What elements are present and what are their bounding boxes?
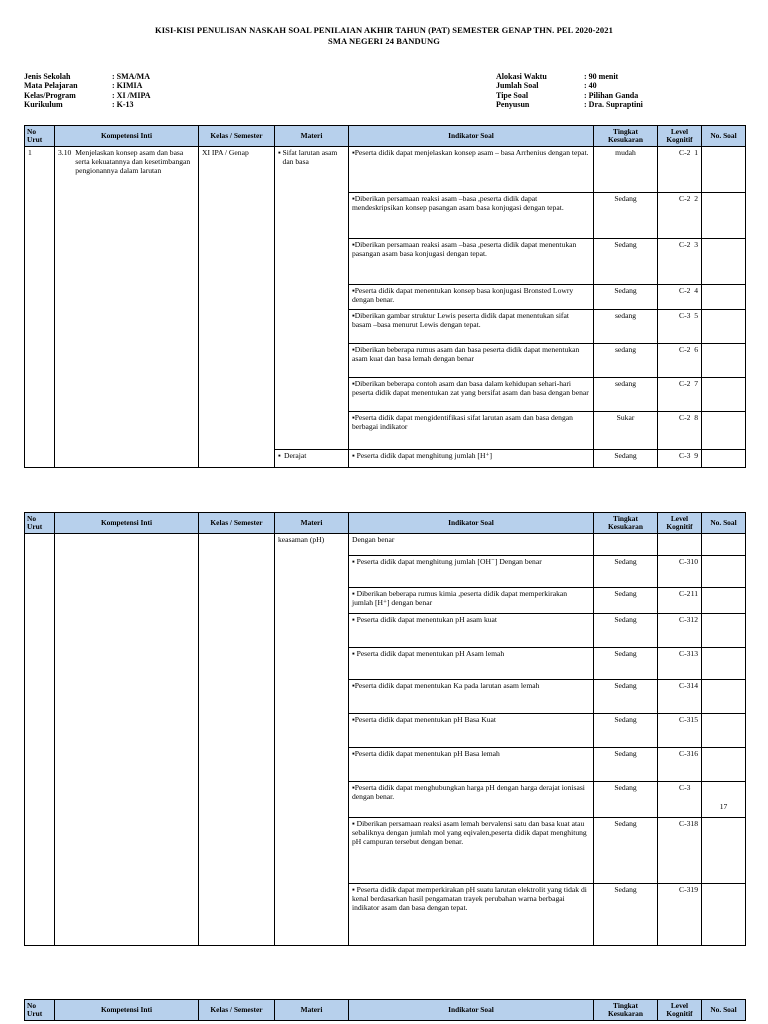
cell-indikator: ▪Peserta didik dapat menentukan Ka pada larutan asam lemah	[349, 680, 594, 714]
cell-indikator: ▪Peserta didik dapat menentukan pH Basa lemah	[349, 748, 594, 782]
cell-tingkat: Sedang	[594, 450, 658, 468]
level-text: C-2	[679, 589, 691, 598]
soal-number: 15	[690, 715, 698, 724]
cell-no-soal	[702, 412, 746, 450]
level-text: C-2	[679, 240, 691, 249]
header-indikator: Indikator Soal	[349, 513, 594, 534]
level-text: C-3	[679, 749, 691, 758]
meta-value: : Pilihan Ganda	[584, 90, 639, 100]
header-indikator: Indikator Soal	[349, 126, 594, 147]
header-tingkat: Tingkat Kesukaran	[594, 126, 658, 147]
header-no-soal: No. Soal	[702, 1000, 746, 1021]
cell-no-soal	[702, 680, 746, 714]
meta-label: Mata Pelajaran	[24, 81, 78, 91]
header-level: Level Kognitif	[658, 513, 702, 534]
soal-number: 2	[694, 194, 698, 203]
header-level: Level Kognitif	[658, 126, 702, 147]
table-header-row	[25, 126, 746, 147]
cell-level	[658, 748, 702, 782]
header-kompetensi-inti: Kompetensi Inti	[55, 513, 199, 534]
meta-value: : Dra. Supraptini	[584, 100, 643, 110]
cell-indikator: ▪Diberikan persamaan reaksi asam –basa ,peserta didik dapat mendeskripsikan konsep pasangan asam basa konjugasi dengan tepat.	[349, 193, 594, 239]
cell-level	[658, 614, 702, 648]
header-materi: Materi	[275, 126, 349, 147]
level-text: C-3	[679, 783, 691, 792]
level-text: C-2	[679, 413, 691, 422]
cell-tingkat	[594, 534, 658, 556]
header-materi: Materi	[275, 513, 349, 534]
cell-tingkat: Sedang	[594, 748, 658, 782]
cell-no-soal: 17	[702, 782, 746, 818]
materi-text: Sifat larutan asam dan basa	[282, 148, 338, 167]
header-no-soal: No. Soal	[702, 513, 746, 534]
header-kelas-semester: Kelas / Semester	[199, 513, 275, 534]
cell-no-soal	[702, 588, 746, 614]
cell-kompetensi	[55, 147, 199, 468]
meta-label: Tipe Soal	[496, 90, 529, 100]
soal-number: 16	[690, 749, 698, 758]
cell-level	[658, 310, 702, 344]
cell-no-soal	[702, 344, 746, 378]
level-text: C-3	[679, 557, 691, 566]
soal-number: 9	[694, 451, 698, 460]
cell-kelas: XI IPA / Genap	[199, 147, 275, 468]
table-row	[25, 147, 746, 193]
cell-no-soal	[702, 285, 746, 310]
cell-indikator: ▪Peserta didik dapat menentukan pH Basa Kuat	[349, 714, 594, 748]
materi-text: Derajat	[284, 451, 307, 460]
header-indikator: Indikator Soal	[349, 1000, 594, 1021]
kisi-table-1	[24, 125, 746, 468]
header-no-urut: No Urut	[25, 513, 55, 534]
cell-level	[658, 714, 702, 748]
cell-indikator: ▪ Diberikan persamaan reaksi asam lemah bervalensi satu dan basa kuat atau sebaliknya dengan jumlah mol yang eqivalen,peserta didik dapat menghitung pH campuran tersebut dengan benar.	[349, 818, 594, 884]
cell-tingkat: mudah	[594, 147, 658, 193]
header-kompetensi-inti: Kompetensi Inti	[55, 126, 199, 147]
table-header-row	[25, 1000, 746, 1021]
cell-tingkat: Sedang	[594, 680, 658, 714]
cell-no-soal	[702, 534, 746, 556]
cell-indikator: ▪ Peserta didik dapat menghitung jumlah [H⁺]	[349, 450, 594, 468]
table-header-row	[25, 513, 746, 534]
cell-no-urut: 1	[25, 147, 55, 468]
kisi-table-2	[24, 512, 746, 946]
level-text: C-3	[679, 649, 691, 658]
cell-level	[658, 782, 702, 818]
cell-level	[658, 884, 702, 946]
soal-number: 11	[690, 589, 698, 598]
cell-tingkat: Sedang	[594, 782, 658, 818]
cell-indikator: ▪ Peserta didik dapat menentukan pH asam kuat	[349, 614, 594, 648]
cell-level	[658, 680, 702, 714]
meta-value: : 40	[584, 81, 597, 91]
meta-label: Jumlah Soal	[496, 81, 539, 91]
school-name: SMA NEGERI 24 BANDUNG	[328, 36, 440, 46]
cell-indikator: ▪Peserta didik dapat mengidentifikasi sifat larutan asam dan basa dengan berbagai indikator	[349, 412, 594, 450]
soal-number: 12	[690, 615, 698, 624]
cell-level	[658, 285, 702, 310]
soal-number: 5	[694, 311, 698, 320]
level-text: C-2	[679, 379, 691, 388]
kd-number: 3.10	[58, 148, 72, 157]
cell-no-soal	[702, 614, 746, 648]
cell-level	[658, 344, 702, 378]
cell-indikator: ▪Peserta didik dapat menjelaskan konsep asam – basa Arrhenius dengan tepat.	[349, 147, 594, 193]
cell-level	[658, 588, 702, 614]
meta-left	[24, 72, 151, 110]
soal-number: 14	[690, 681, 698, 690]
document-title: KISI-KISI PENULISAN NASKAH SOAL PENILAIAN AKHIR TAHUN (PAT) SEMESTER GENAP THN. PEL 2020-2021	[155, 25, 613, 35]
cell-no-soal	[702, 450, 746, 468]
cell-no-soal	[702, 193, 746, 239]
cell-no-urut	[25, 534, 55, 946]
cell-tingkat: Sedang	[594, 648, 658, 680]
soal-number: 6	[694, 345, 698, 354]
cell-materi: keasaman (pH)	[275, 534, 349, 946]
cell-indikator: ▪ Diberikan beberapa rumus kimia ,peserta didik dapat memperkirakan jumlah [H⁺] dengan benar	[349, 588, 594, 614]
soal-number: 3	[694, 240, 698, 249]
soal-number: 8	[694, 413, 698, 422]
cell-level	[658, 556, 702, 588]
cell-level	[658, 534, 702, 556]
cell-no-soal	[702, 239, 746, 285]
cell-kompetensi	[55, 534, 199, 946]
soal-number: 13	[690, 649, 698, 658]
cell-indikator: ▪Peserta didik dapat menghubungkan harga pH dengan harga derajat ionisasi dengan benar.	[349, 782, 594, 818]
header-no-soal: No. Soal	[702, 126, 746, 147]
cell-tingkat: Sedang	[594, 614, 658, 648]
cell-level	[658, 239, 702, 285]
cell-level	[658, 147, 702, 193]
soal-number: 1	[694, 148, 698, 157]
meta-value: : K-13	[112, 100, 134, 110]
cell-indikator: ▪Diberikan beberapa contoh asam dan basa dalam kehidupan sehari-hari peserta didik dapat menentukan zat yang bersifat asam dan basa dengan benar	[349, 378, 594, 412]
level-text: C-3	[679, 451, 691, 460]
level-text: C-2	[679, 286, 691, 295]
cell-tingkat: sedang	[594, 378, 658, 412]
cell-indikator: ▪ Peserta didik dapat memperkirakan pH suatu larutan elektrolit yang tidak di kenal berdasarkan hasil pengamatan trayek perubahan warna berbagai indikator asam dan basa dengan tepat.	[349, 884, 594, 946]
cell-kelas	[199, 534, 275, 946]
cell-tingkat: Sedang	[594, 714, 658, 748]
cell-indikator: ▪Diberikan gambar struktur Lewis peserta didik dapat menentukan sifat basam –basa menurut Lewis dengan tepat.	[349, 310, 594, 344]
header-level: Level Kognitif	[658, 1000, 702, 1021]
cell-level	[658, 648, 702, 680]
level-text: C-3	[679, 715, 691, 724]
cell-no-soal	[702, 818, 746, 884]
soal-number: 10	[690, 557, 698, 566]
level-text: C-3	[679, 885, 691, 894]
cell-no-soal	[702, 884, 746, 946]
cell-tingkat: Sedang	[594, 285, 658, 310]
cell-level	[658, 412, 702, 450]
cell-indikator: ▪Diberikan beberapa rumus asam dan basa peserta didik dapat menentukan asam kuat dan basa lemah dengan benar	[349, 344, 594, 378]
header-kompetensi-inti: Kompetensi Inti	[55, 1000, 199, 1021]
cell-no-soal	[702, 147, 746, 193]
meta-value: : 90 menit	[584, 72, 619, 81]
cell-no-soal	[702, 378, 746, 412]
meta-label: Kelas/Program	[24, 90, 76, 100]
cell-no-soal	[702, 556, 746, 588]
cell-materi: ▪ Derajat	[275, 450, 349, 468]
cell-tingkat: Sedang	[594, 588, 658, 614]
cell-level	[658, 818, 702, 884]
level-text: C-2	[679, 194, 691, 203]
cell-indikator: ▪Peserta didik dapat menentukan konsep basa konjugasi Bronsted Lowry dengan benar.	[349, 285, 594, 310]
meta-label: Alokasi Waktu	[496, 72, 547, 81]
cell-level	[658, 378, 702, 412]
cell-level	[658, 193, 702, 239]
header-tingkat: Tingkat Kesukaran	[594, 513, 658, 534]
header-no-urut: No Urut	[25, 126, 55, 147]
cell-no-soal	[702, 748, 746, 782]
cell-no-soal	[702, 714, 746, 748]
cell-indikator: Dengan benar	[349, 534, 594, 556]
kisi-table-3	[24, 999, 746, 1021]
cell-level	[658, 450, 702, 468]
cell-indikator: ▪ Peserta didik dapat menghitung jumlah [OH⁻] Dengan benar	[349, 556, 594, 588]
soal-number: 7	[694, 379, 698, 388]
meta-label: Jenis Sekolah	[24, 72, 71, 81]
cell-tingkat: Sukar	[594, 412, 658, 450]
cell-materi: ▪ Sifat larutan asam dan basa	[275, 147, 349, 450]
table-row	[25, 534, 746, 556]
cell-tingkat: Sedang	[594, 193, 658, 239]
cell-tingkat: sedang	[594, 344, 658, 378]
header-no-urut: No Urut	[25, 1000, 55, 1021]
header-kelas-semester: Kelas / Semester	[199, 1000, 275, 1021]
cell-tingkat: Sedang	[594, 818, 658, 884]
header-kelas-semester: Kelas / Semester	[199, 126, 275, 147]
cell-tingkat: Sedang	[594, 884, 658, 946]
cell-no-soal	[702, 310, 746, 344]
level-text: C-3	[679, 819, 691, 828]
meta-label: Kurikulum	[24, 100, 63, 110]
soal-number: 18	[690, 819, 698, 828]
meta-value: : XI /MIPA	[112, 90, 151, 100]
level-text: C-3	[679, 311, 691, 320]
level-text: C-3	[679, 615, 691, 624]
meta-label: Penyusun	[496, 100, 530, 110]
header-materi: Materi	[275, 1000, 349, 1021]
soal-number: 19	[690, 885, 698, 894]
cell-tingkat: Sedang	[594, 239, 658, 285]
header-tingkat: Tingkat Kesukaran	[594, 1000, 658, 1021]
meta-value: : SMA/MA	[112, 72, 150, 81]
cell-tingkat: Sedang	[594, 556, 658, 588]
level-text: C-2	[679, 148, 691, 157]
level-text: C-3	[679, 681, 691, 690]
cell-indikator: ▪ Peserta didik dapat menentukan pH Asam lemah	[349, 648, 594, 680]
cell-no-soal	[702, 648, 746, 680]
meta-right	[496, 72, 643, 110]
level-text: C-2	[679, 345, 691, 354]
soal-number: 4	[694, 286, 698, 295]
meta-value: : KIMIA	[112, 81, 143, 91]
kd-text: Menjelaskan konsep asam dan basa serta kekuatannya dan kesetimbangan pengionannya dalam larutan	[75, 148, 191, 176]
cell-indikator: ▪Diberikan persamaan reaksi asam –basa ,peserta didik dapat menentukan pasangan asam basa konjugasi dengan tepat.	[349, 239, 594, 285]
cell-tingkat: sedang	[594, 310, 658, 344]
